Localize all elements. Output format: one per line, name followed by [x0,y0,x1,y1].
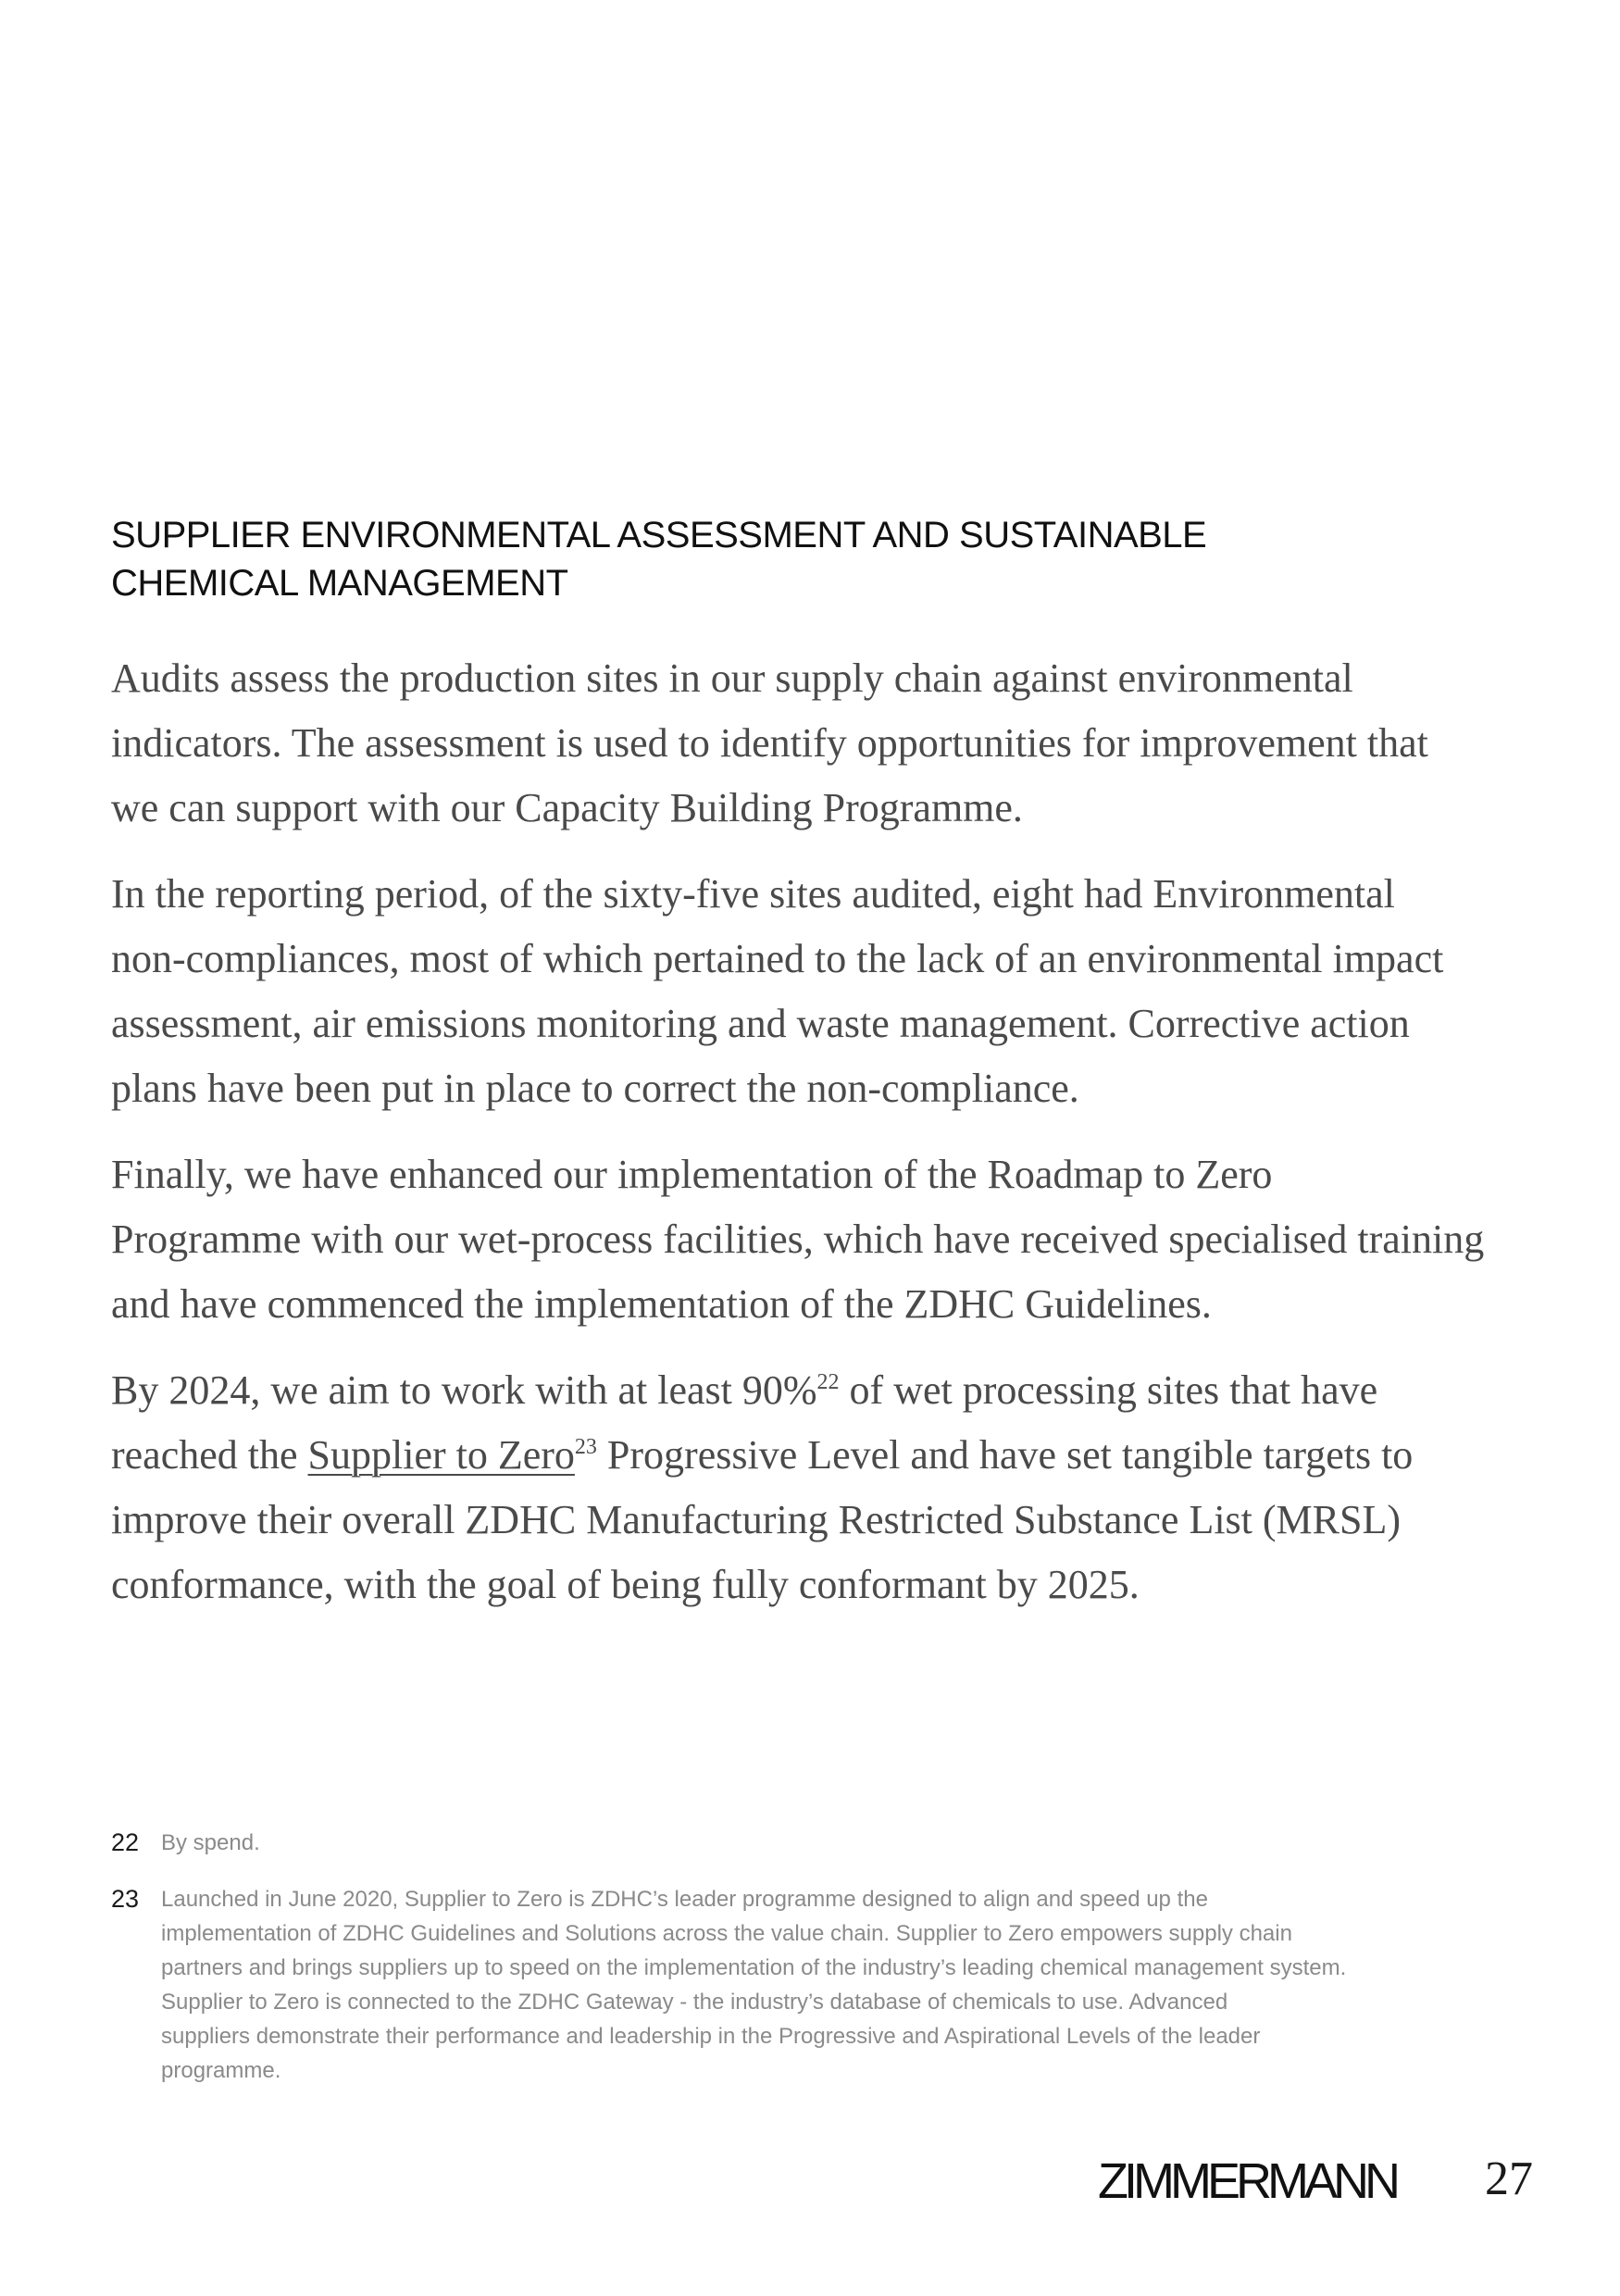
text-line: In the reporting period, of the sixty-five sites audited, eight had Environmental [111,871,1395,917]
paragraph-roadmap [111,1142,1500,1337]
supplier-to-zero-link[interactable]: Supplier to Zero [307,1432,575,1478]
text-line: plans have been put in place to correct the non-compliance. [111,1066,1079,1111]
text-line: non-compliances, most of which pertained to the lack of an environmental impact [111,936,1444,981]
text-fragment: of wet processing sites that have [839,1367,1378,1413]
text-line: we can support with our Capacity Building Programme. [111,785,1023,830]
footnote-text: partners and brings suppliers up to speed on the implementation of the industry’s leading chemical management system. [161,1955,1347,1980]
footnote-text: Launched in June 2020, Supplier to Zero is ZDHC’s leader programme designed to align and speed up the [161,1887,1208,1912]
text-fragment: Progressive Level and have set tangible targets to [596,1432,1414,1478]
footnote-ref-22: 22 [816,1370,840,1394]
footnote-text: implementation of ZDHC Guidelines and Solutions across the value chain. Supplier to Zero empowers supply chain [161,1921,1292,1946]
text-line: indicators. The assessment is used to identify opportunities for improvement that [111,720,1428,766]
text-fragment: By 2024, we aim to work with at least 90% [111,1367,817,1413]
section-heading [111,511,1407,607]
footnote-number: 23 [111,1885,140,1913]
text-line: conformance, with the goal of being fully conformant by 2025. [111,1562,1140,1607]
footnote-23 [111,1882,1481,2088]
paragraph-audits [111,646,1500,841]
text-line: improve their overall ZDHC Manufacturing Restricted Substance List (MRSL) [111,1497,1402,1542]
footnote-text: programme. [161,2058,281,2083]
heading-line: CHEMICAL MANAGEMENT [111,563,568,604]
text-line: Programme with our wet-process facilities, which have received specialised training [111,1217,1485,1262]
text-line [111,1358,1500,1423]
text-line [111,1423,1500,1488]
heading-line: SUPPLIER ENVIRONMENTAL ASSESSMENT AND SUSTAINABLE [111,515,1207,555]
text-line: and have commenced the implementation of the ZDHC Guidelines. [111,1281,1212,1327]
footnote-22 [111,1826,1481,1860]
text-line: Finally, we have enhanced our implementation of the Roadmap to Zero [111,1152,1273,1197]
body-text [111,646,1500,1639]
text-line: assessment, air emissions monitoring and waste management. Corrective action [111,1001,1410,1046]
footnote-number: 22 [111,1828,140,1856]
zimmermann-logo: ZIMMERMANN [1098,2153,1396,2209]
footnote-ref-23: 23 [574,1435,597,1459]
paragraph-targets [111,1358,1500,1617]
text-line: Audits assess the production sites in our supply chain against environmental [111,655,1353,701]
footnote-text: Supplier to Zero is connected to the ZDHC Gateway - the industry’s database of chemicals to use. Advanced [161,1990,1228,2015]
page-number: 27 [1485,2152,1533,2205]
text-fragment: reached the [111,1432,308,1478]
paragraph-reporting-period [111,862,1500,1121]
footnote-text: By spend. [161,1830,260,1855]
footnote-text: suppliers demonstrate their performance and leadership in the Progressive and Aspirational Levels of the leader [161,2024,1261,2049]
footnotes [111,1826,1481,2110]
